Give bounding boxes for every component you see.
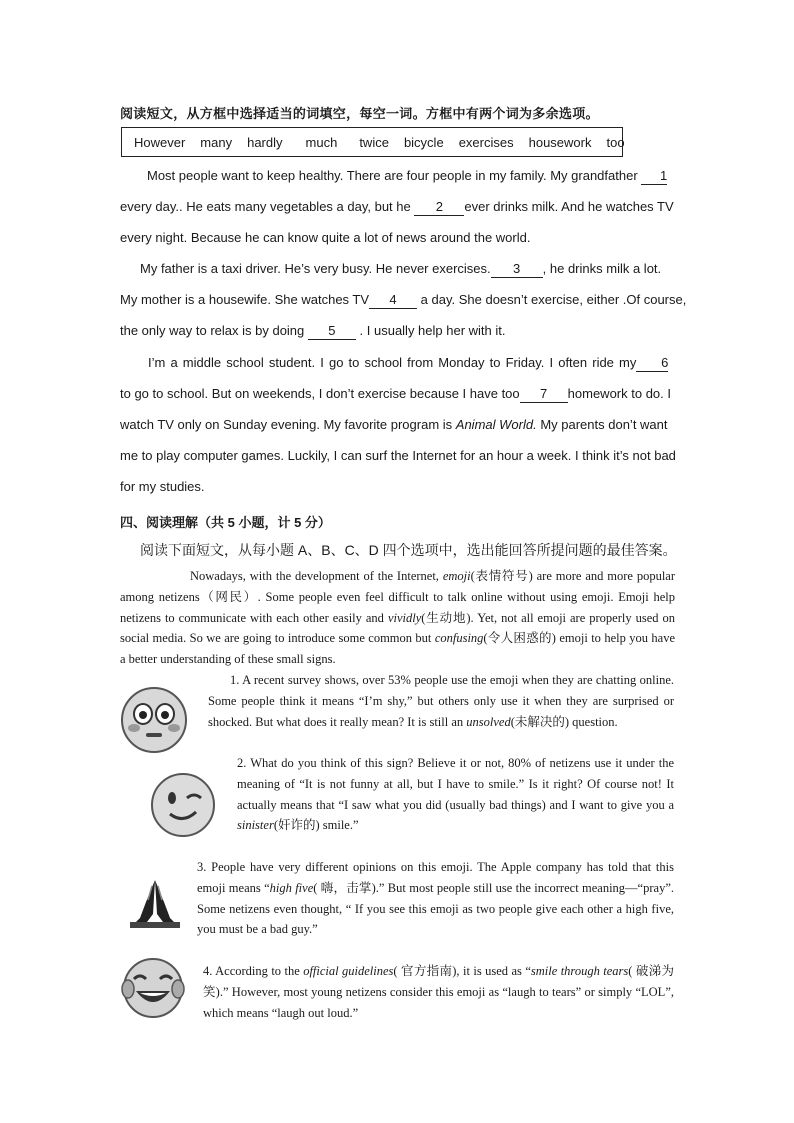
text: 4. According to the	[203, 964, 300, 978]
cloze-paragraph-3	[120, 347, 680, 502]
text: every night. Because he can know quite a lot of news around the world.	[120, 230, 531, 245]
text-italic: official guidelines	[303, 964, 394, 978]
text: Most people want to keep healthy. There are four people in my family. My grandfather	[147, 168, 638, 183]
text-italic: sinister	[237, 818, 274, 833]
text: the only way to relax is by doing	[120, 323, 305, 338]
text-italic: smile through tears	[530, 964, 629, 978]
text-italic: Animal World.	[455, 417, 537, 432]
text: 1. A recent survey shows, over 53% people use the emoji when they are chatting online. Some people think it means “I’m shy,” but others only use it when they are surprised or shocked. But what does it really mean? It is still an	[208, 673, 674, 729]
text: ever drinks milk. And he watches TV	[464, 199, 674, 214]
blank-3[interactable]: 3	[491, 261, 543, 278]
section-title: 四、阅读理解（共 5 小题，计 5 分）	[120, 515, 331, 530]
blank-2[interactable]: 2	[414, 199, 464, 216]
word-option: much	[305, 134, 338, 150]
text: (未解决的) question.	[510, 714, 618, 729]
text: My parents don’t want	[540, 417, 668, 432]
word-option: hardly	[247, 134, 283, 150]
word-option: exercises	[458, 134, 514, 150]
text: ( 官方指南), it is used as “	[393, 964, 531, 978]
flushed-face-emoji-icon	[120, 686, 188, 754]
word-box	[121, 127, 623, 157]
blank-7[interactable]: 7	[520, 386, 568, 403]
section-direction: 阅读下面短文，从每小题 A、B、C、D 四个选项中，选出能回答所提问题的最佳答案。	[140, 542, 677, 558]
text-italic: unsolved	[466, 714, 511, 729]
text: , he drinks milk a lot.	[542, 261, 662, 276]
word-option: twice	[359, 134, 389, 150]
word-option: However	[134, 134, 186, 150]
text: (表情符号) are more and more popular among netizens（网民）. Some people even feel difficult to talk online without using emoji. Emoji help netizens to communicate with each other easily and	[120, 569, 676, 625]
emoji-paragraph-1	[208, 670, 674, 732]
text: 2. What do you think of this sign? Believe it or not, 80% of netizens use it under the meaning of “It is not funny at all, but I have to smile.” Is it right? Of course not! It actually means that “I saw what you did (usually bad things) and I want to give you a	[237, 756, 674, 812]
text: every day.. He eats many vegetables a day, but he	[120, 199, 411, 214]
text: watch TV only on Sunday evening. My favorite program is	[120, 417, 453, 432]
text: (奸诈的) smile.”	[273, 818, 359, 833]
cloze-paragraph-1	[120, 160, 680, 253]
text-italic: vividly	[387, 610, 422, 625]
text: for my studies.	[120, 479, 205, 494]
text: (生动地). Yet, not all emoji are properly used on social media. So we are going to introduce some common but	[120, 610, 675, 646]
emoji-paragraph-4	[203, 961, 674, 1023]
winking-face-emoji-icon	[150, 772, 216, 838]
blank-4[interactable]: 4	[369, 292, 417, 309]
text: My father is a taxi driver. He’s very busy. He never exercises.	[140, 261, 491, 276]
text: 3. People have very different opinions on this emoji. The Apple company has told that this emoji means “	[197, 860, 674, 895]
word-option: housework	[528, 134, 592, 150]
reading-intro	[120, 566, 675, 670]
text: a day. She doesn’t exercise, either .Of course,	[420, 292, 687, 307]
blank-5[interactable]: 5	[308, 323, 356, 340]
text-italic: high five	[269, 880, 314, 895]
word-option: bicycle	[403, 134, 444, 150]
text-italic: emoji	[442, 569, 471, 583]
text: My mother is a housewife. She watches TV	[120, 292, 370, 307]
text-italic: confusing	[434, 631, 484, 646]
blank-1[interactable]: 1	[641, 168, 667, 185]
tears-of-joy-emoji-icon	[120, 955, 186, 1021]
text: to go to school. But on weekends, I don’t exercise because I have too	[120, 386, 520, 401]
text: ( 嗨，击掌).” But most people still use the incorrect meaning—“pray”. Some netizens even thought, “ If you see this emoji as two people give each other a high five, you must be a bad guy.”	[197, 880, 674, 937]
emoji-paragraph-2	[237, 753, 674, 836]
cloze-paragraph-2	[120, 253, 687, 346]
cloze-instruction: 阅读短文，从方框中选择适当的词填空，每空一词。方框中有两个词为多余选项。	[120, 106, 599, 121]
text: me to play computer games. Luckily, I can surf the Internet for an hour a week. I think it’s not bad	[120, 448, 676, 463]
text: I’m a middle school student. I go to school from Monday to Friday. I often ride my	[148, 355, 637, 370]
emoji-paragraph-3	[197, 857, 674, 940]
text: ( 破涕为笑).” However, most young netizens consider this emoji as “laugh to tears” or simply “LOL”, which means “laugh out loud.”	[203, 964, 674, 1020]
blank-6[interactable]: 6	[636, 355, 668, 372]
text: (令人困惑的) emoji to help you have a better understanding of these small signs.	[120, 631, 675, 667]
word-option: too	[606, 134, 625, 150]
text: . I usually help her with it.	[359, 323, 506, 338]
folded-hands-emoji-icon	[126, 872, 184, 930]
text: Nowadays, with the development of the Internet,	[190, 569, 439, 583]
text: homework to do. I	[567, 386, 671, 401]
word-option: many	[200, 134, 233, 150]
